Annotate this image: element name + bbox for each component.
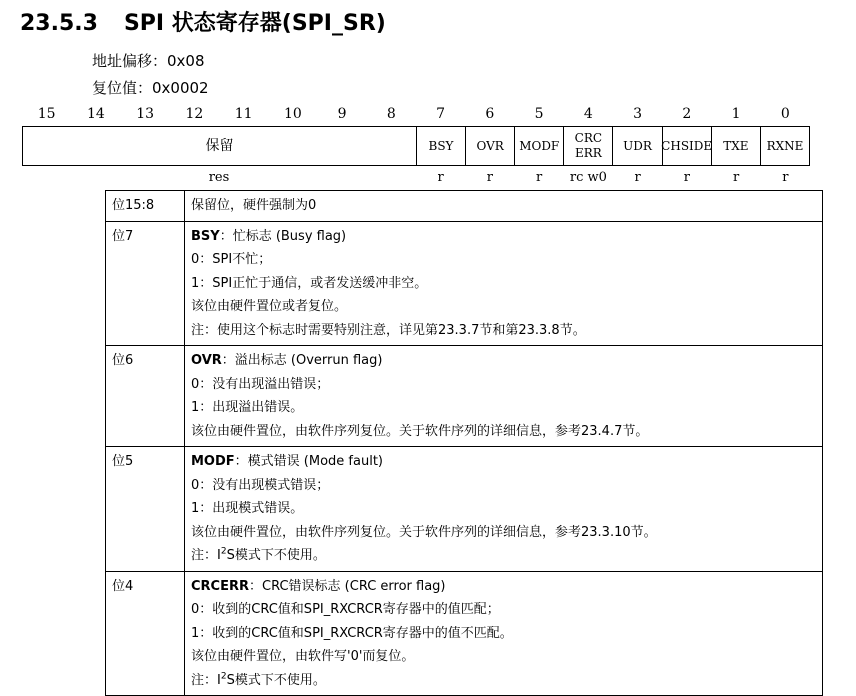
access-type: r <box>782 170 789 185</box>
bit-number: 13 <box>136 106 155 122</box>
register-field: MODF <box>514 127 563 165</box>
description-line: 0：SPI不忙； <box>191 252 272 267</box>
bit-number: 2 <box>682 106 692 122</box>
bit-number: 0 <box>780 106 790 122</box>
description-line: MODF：模式错误 (Mode fault) <box>191 454 383 469</box>
description-line: 1：收到的CRC值和SPI_RXCRCR寄存器中的值不匹配。 <box>191 625 513 641</box>
register-field: CRC ERR <box>563 127 612 165</box>
field-name: CRCERR <box>191 578 249 594</box>
bit-number: 8 <box>386 106 396 122</box>
description-row <box>106 346 823 447</box>
access-type: rc w0 <box>569 170 607 185</box>
register-field: BSY <box>416 127 465 165</box>
bit-number: 12 <box>185 106 204 122</box>
description-line: 0：没有出现溢出错误； <box>191 376 330 392</box>
field-name: OVR <box>191 353 222 368</box>
description-line: 该位由硬件置位，由软件序列复位。关于软件序列的详细信息，参考23.3.10节。 <box>191 524 657 540</box>
access-type: res <box>208 170 230 185</box>
bit-number: 3 <box>633 106 643 122</box>
field-description <box>185 191 823 222</box>
description-row <box>106 191 823 222</box>
section-title: SPI 状态寄存器(SPI_SR) <box>123 11 386 36</box>
bit-range: 位15:8 <box>106 191 185 222</box>
description-row <box>106 447 823 572</box>
description-line: 保留位，硬件强制为0 <box>191 198 317 213</box>
bit-number: 4 <box>583 106 593 122</box>
access-row <box>22 170 810 188</box>
description-line: 1：出现溢出错误。 <box>191 400 304 415</box>
bit-range: 位4 <box>106 571 185 696</box>
register-diagram <box>22 126 810 166</box>
description-line: OVR：溢出标志 (Overrun flag) <box>191 353 383 368</box>
access-type: r <box>733 170 740 185</box>
description-line: 注：$I^2S$模式下不使用。 <box>191 546 326 563</box>
reset-value: 复位值：0x0002 <box>92 79 209 97</box>
bit-number: 6 <box>485 106 495 122</box>
description-row <box>106 571 823 696</box>
bit-number: 10 <box>283 106 302 122</box>
section-heading <box>20 6 386 37</box>
description-row <box>106 221 823 346</box>
field-name: BSY <box>191 228 220 244</box>
field-description-table <box>105 190 823 696</box>
bit-number: 15 <box>37 106 56 122</box>
bit-number: 5 <box>534 106 544 122</box>
description-line: 注：使用这个标志时需要特别注意，详见第23.3.7节和第23.3.8节。 <box>191 322 586 338</box>
description-line: CRCERR：CRC错误标志 (CRC error flag) <box>191 578 446 594</box>
bit-number: 9 <box>337 106 347 122</box>
register-field: RXNE <box>760 127 809 165</box>
field-description <box>185 346 823 447</box>
field-description <box>185 447 823 572</box>
access-type: r <box>437 170 444 185</box>
description-line: 该位由硬件置位或者复位。 <box>191 299 348 314</box>
bit-range: 位6 <box>106 346 185 447</box>
section-number: 23.5.3 <box>20 11 98 36</box>
description-line: 0：收到的CRC值和SPI_RXCRCR寄存器中的值匹配； <box>191 602 500 617</box>
description-line: 注：$I^2S$模式下不使用。 <box>191 671 326 688</box>
register-field: OVR <box>465 127 514 165</box>
description-line: 0：没有出现模式错误； <box>191 477 330 493</box>
bit-number: 1 <box>731 106 741 122</box>
bit-range: 位7 <box>106 221 185 346</box>
access-type: r <box>683 170 690 185</box>
description-line: 该位由硬件置位，由软件序列复位。关于软件序列的详细信息，参考23.4.7节。 <box>191 423 649 439</box>
bit-range: 位5 <box>106 447 185 572</box>
register-field: 保留 <box>205 137 234 154</box>
field-name: MODF <box>191 454 235 469</box>
bit-number: 11 <box>234 106 253 122</box>
address-offset: 地址偏移：0x08 <box>92 52 205 70</box>
description-line: 该位由硬件置位，由软件写'0'而复位。 <box>191 649 415 664</box>
access-type: r <box>486 170 493 185</box>
register-field: CHSIDE <box>662 127 711 165</box>
bit-number-row <box>22 106 810 124</box>
description-line: BSY：忙标志 (Busy flag) <box>191 228 347 244</box>
field-description <box>185 571 823 696</box>
access-type: r <box>536 170 543 185</box>
field-description <box>185 221 823 346</box>
bit-number: 14 <box>86 106 105 122</box>
bit-number: 7 <box>436 106 446 122</box>
register-field: UDR <box>612 127 661 165</box>
description-line: 1：出现模式错误。 <box>191 501 304 516</box>
register-field: TXE <box>711 127 760 165</box>
description-line: 1：SPI正忙于通信，或者发送缓冲非空。 <box>191 275 428 291</box>
access-type: r <box>634 170 641 185</box>
